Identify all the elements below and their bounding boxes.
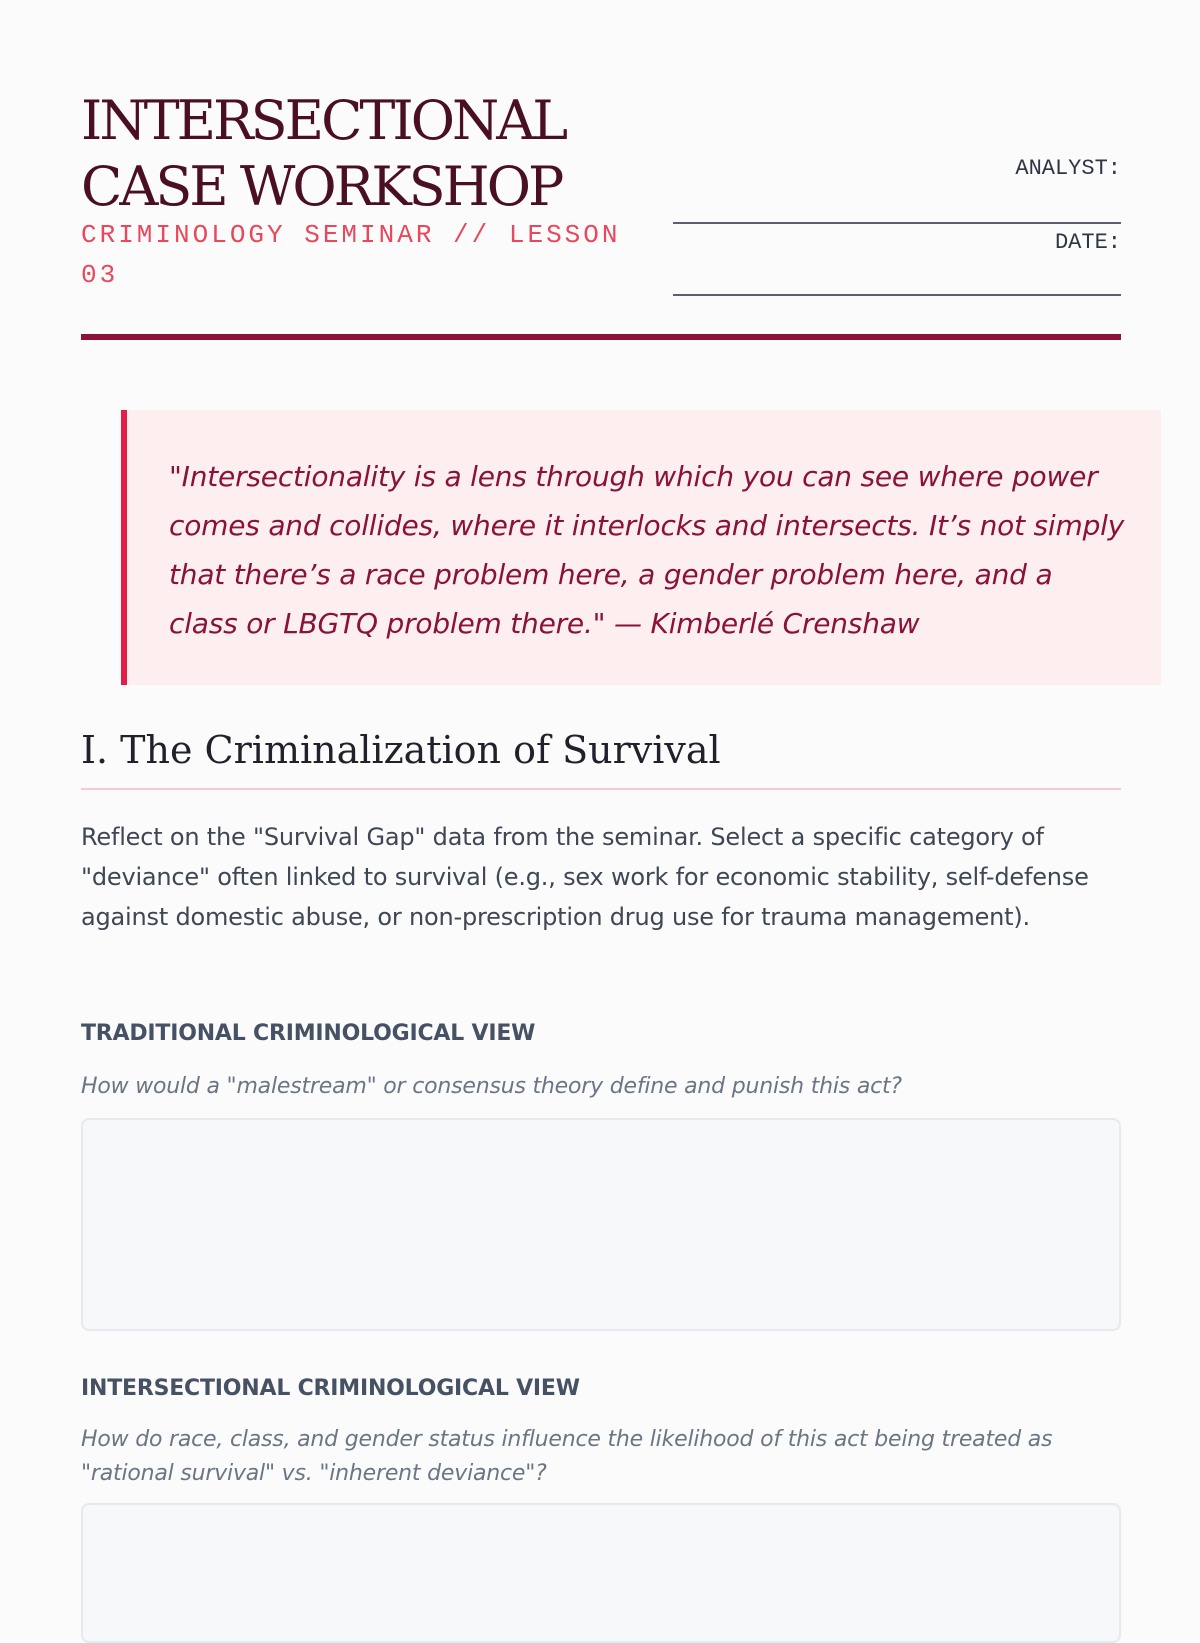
analyst-label: ANALYST:: [1015, 156, 1121, 181]
analyst-field[interactable]: [673, 150, 1121, 224]
intersectional-view-label: INTERSECTIONAL CRIMINOLOGICAL VIEW: [81, 1376, 580, 1401]
traditional-view-answer[interactable]: [81, 1118, 1121, 1331]
crenshaw-quote: [121, 410, 1161, 685]
date-field[interactable]: [673, 224, 1121, 296]
quote-text: "Intersectionality is a lens through which you can see where power comes and collides, where it interlocks and intersects. It’s not simply that there’s a race problem here, a gender problem here, and a class or LBGTQ problem there." — Kimberlé Crenshaw: [169, 460, 1125, 640]
traditional-view-help: How would a "malestream" or consensus theory define and punish this act?: [81, 1074, 902, 1099]
section-intro: Reflect on the "Survival Gap" data from the seminar. Select a specific category of "deviance" often linked to survival (e.g., sex work for economic stability, self-defense against domestic abuse, or non-prescription drug use for trauma management).: [81, 823, 1089, 931]
traditional-view-label: TRADITIONAL CRIMINOLOGICAL VIEW: [81, 1021, 536, 1046]
intersectional-view-help: How do race, class, and gender status influence the likelihood of this act being treated as "rational survival" vs. "inherent deviance"?: [81, 1427, 1053, 1486]
intersectional-view-answer[interactable]: [81, 1503, 1121, 1643]
worksheet-title: INTERSECTIONAL CASE WORKSHOP: [81, 89, 566, 218]
worksheet-subtitle: CRIMINOLOGY SEMINAR // LESSON 03: [81, 220, 621, 290]
analyst-date-fields: [673, 150, 1121, 296]
header-divider: [81, 334, 1121, 340]
worksheet-header: [81, 88, 1121, 328]
date-label: DATE:: [1054, 230, 1121, 255]
section-title: I. The Criminalization of Survival: [81, 722, 1121, 790]
